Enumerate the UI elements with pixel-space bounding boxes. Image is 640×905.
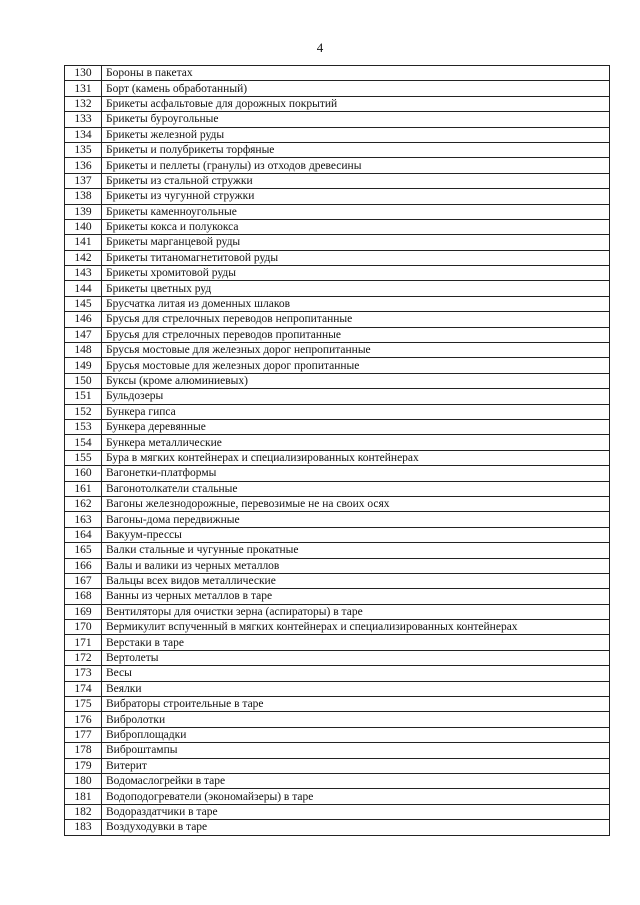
table-row xyxy=(65,681,610,696)
row-cargo-name: Водоподогреватели (экономайзеры) в таре xyxy=(102,789,610,804)
table-row xyxy=(65,666,610,681)
row-number: 177 xyxy=(65,727,102,742)
table-row xyxy=(65,620,610,635)
row-number: 182 xyxy=(65,804,102,819)
table-row xyxy=(65,250,610,265)
row-number: 137 xyxy=(65,173,102,188)
table-row xyxy=(65,435,610,450)
row-cargo-name: Валки стальные и чугунные прокатные xyxy=(102,543,610,558)
row-cargo-name: Брикеты кокса и полукокса xyxy=(102,219,610,234)
table-row xyxy=(65,81,610,96)
row-number: 151 xyxy=(65,389,102,404)
row-number: 145 xyxy=(65,296,102,311)
row-number: 133 xyxy=(65,112,102,127)
row-cargo-name: Вагонетки-платформы xyxy=(102,466,610,481)
row-number: 147 xyxy=(65,327,102,342)
row-number: 141 xyxy=(65,235,102,250)
table-row xyxy=(65,296,610,311)
row-cargo-name: Брусья мостовые для железных дорог пропитанные xyxy=(102,358,610,373)
row-number: 179 xyxy=(65,758,102,773)
row-number: 175 xyxy=(65,697,102,712)
table-row xyxy=(65,589,610,604)
row-cargo-name: Вибролотки xyxy=(102,712,610,727)
row-cargo-name: Брикеты марганцевой руды xyxy=(102,235,610,250)
row-cargo-name: Веялки xyxy=(102,681,610,696)
row-number: 181 xyxy=(65,789,102,804)
row-number: 171 xyxy=(65,635,102,650)
table-row xyxy=(65,496,610,511)
row-cargo-name: Верстаки в таре xyxy=(102,635,610,650)
table-row xyxy=(65,527,610,542)
row-cargo-name: Вагоны-дома передвижные xyxy=(102,512,610,527)
table-row xyxy=(65,712,610,727)
row-cargo-name: Брикеты и полубрикеты торфяные xyxy=(102,142,610,157)
row-cargo-name: Виброштампы xyxy=(102,743,610,758)
row-number: 176 xyxy=(65,712,102,727)
row-number: 136 xyxy=(65,158,102,173)
table-row xyxy=(65,173,610,188)
row-cargo-name: Валы и валики из черных металлов xyxy=(102,558,610,573)
row-cargo-name: Брикеты железной руды xyxy=(102,127,610,142)
row-cargo-name: Воздуходувки в таре xyxy=(102,820,610,835)
row-cargo-name: Брикеты каменноугольные xyxy=(102,204,610,219)
row-number: 168 xyxy=(65,589,102,604)
row-cargo-name: Брикеты и пеллеты (гранулы) из отходов древесины xyxy=(102,158,610,173)
row-number: 143 xyxy=(65,266,102,281)
table-row xyxy=(65,66,610,81)
row-cargo-name: Вагоны железнодорожные, перевозимые не на своих осях xyxy=(102,496,610,511)
row-number: 160 xyxy=(65,466,102,481)
table-row xyxy=(65,789,610,804)
row-number: 142 xyxy=(65,250,102,265)
row-number: 131 xyxy=(65,81,102,96)
table-row xyxy=(65,512,610,527)
row-number: 139 xyxy=(65,204,102,219)
row-cargo-name: Брикеты титаномагнетитовой руды xyxy=(102,250,610,265)
row-cargo-name: Буксы (кроме алюминиевых) xyxy=(102,373,610,388)
table-row xyxy=(65,358,610,373)
table-row xyxy=(65,266,610,281)
table-row xyxy=(65,158,610,173)
row-cargo-name: Витерит xyxy=(102,758,610,773)
row-number: 172 xyxy=(65,650,102,665)
row-cargo-name: Бункера деревянные xyxy=(102,419,610,434)
row-number: 183 xyxy=(65,820,102,835)
row-number: 180 xyxy=(65,773,102,788)
table-row xyxy=(65,189,610,204)
table-row xyxy=(65,450,610,465)
row-cargo-name: Брикеты цветных руд xyxy=(102,281,610,296)
row-cargo-name: Вальцы всех видов металлические xyxy=(102,573,610,588)
row-number: 169 xyxy=(65,604,102,619)
table-row xyxy=(65,650,610,665)
row-cargo-name: Водораздатчики в таре xyxy=(102,804,610,819)
row-number: 165 xyxy=(65,543,102,558)
row-number: 174 xyxy=(65,681,102,696)
table-row xyxy=(65,112,610,127)
row-number: 170 xyxy=(65,620,102,635)
row-number: 132 xyxy=(65,96,102,111)
row-cargo-name: Брикеты хромитовой руды xyxy=(102,266,610,281)
table-row xyxy=(65,604,610,619)
table-row xyxy=(65,481,610,496)
table-row xyxy=(65,558,610,573)
row-number: 173 xyxy=(65,666,102,681)
page-number: 4 xyxy=(316,40,324,55)
row-cargo-name: Виброплощадки xyxy=(102,727,610,742)
table-row xyxy=(65,404,610,419)
row-number: 149 xyxy=(65,358,102,373)
row-cargo-name: Водомаслогрейки в таре xyxy=(102,773,610,788)
row-cargo-name: Брикеты буроугольные xyxy=(102,112,610,127)
table-row xyxy=(65,235,610,250)
table-row xyxy=(65,219,610,234)
row-cargo-name: Бункера металлические xyxy=(102,435,610,450)
row-number: 140 xyxy=(65,219,102,234)
cargo-list-body xyxy=(65,66,610,836)
row-number: 164 xyxy=(65,527,102,542)
table-row xyxy=(65,343,610,358)
row-number: 152 xyxy=(65,404,102,419)
table-row xyxy=(65,204,610,219)
cargo-list-table xyxy=(64,65,610,836)
row-number: 163 xyxy=(65,512,102,527)
table-row xyxy=(65,142,610,157)
row-number: 148 xyxy=(65,343,102,358)
row-number: 178 xyxy=(65,743,102,758)
row-cargo-name: Вакуум-прессы xyxy=(102,527,610,542)
row-cargo-name: Вермикулит вспученный в мягких контейнерах и специализированных контейнерах xyxy=(102,620,610,635)
table-row xyxy=(65,697,610,712)
table-row xyxy=(65,419,610,434)
row-cargo-name: Брусья для стрелочных переводов непропитанные xyxy=(102,312,610,327)
row-cargo-name: Брикеты из чугунной стружки xyxy=(102,189,610,204)
row-cargo-name: Вибраторы строительные в таре xyxy=(102,697,610,712)
table-row xyxy=(65,281,610,296)
row-number: 167 xyxy=(65,573,102,588)
row-number: 135 xyxy=(65,142,102,157)
table-row xyxy=(65,389,610,404)
row-number: 155 xyxy=(65,450,102,465)
row-cargo-name: Бункера гипса xyxy=(102,404,610,419)
table-row xyxy=(65,373,610,388)
row-cargo-name: Борт (камень обработанный) xyxy=(102,81,610,96)
table-row xyxy=(65,820,610,835)
table-row xyxy=(65,466,610,481)
row-number: 154 xyxy=(65,435,102,450)
table-row xyxy=(65,635,610,650)
row-number: 146 xyxy=(65,312,102,327)
row-number: 162 xyxy=(65,496,102,511)
table-row xyxy=(65,543,610,558)
row-cargo-name: Вентиляторы для очистки зерна (аспираторы) в таре xyxy=(102,604,610,619)
table-row xyxy=(65,127,610,142)
row-number: 134 xyxy=(65,127,102,142)
row-cargo-name: Брусья мостовые для железных дорог непропитанные xyxy=(102,343,610,358)
row-cargo-name: Брусья для стрелочных переводов пропитанные xyxy=(102,327,610,342)
table-row xyxy=(65,573,610,588)
row-number: 161 xyxy=(65,481,102,496)
row-cargo-name: Бороны в пакетах xyxy=(102,66,610,81)
table-row xyxy=(65,312,610,327)
row-number: 138 xyxy=(65,189,102,204)
row-cargo-name: Весы xyxy=(102,666,610,681)
table-row xyxy=(65,727,610,742)
table-row xyxy=(65,743,610,758)
row-cargo-name: Ванны из черных металлов в таре xyxy=(102,589,610,604)
row-cargo-name: Вагонотолкатели стальные xyxy=(102,481,610,496)
row-cargo-name: Брикеты асфальтовые для дорожных покрытий xyxy=(102,96,610,111)
row-number: 130 xyxy=(65,66,102,81)
row-number: 153 xyxy=(65,419,102,434)
table-row xyxy=(65,804,610,819)
row-number: 150 xyxy=(65,373,102,388)
row-cargo-name: Бура в мягких контейнерах и специализированных контейнерах xyxy=(102,450,610,465)
row-cargo-name: Брикеты из стальной стружки xyxy=(102,173,610,188)
table-row xyxy=(65,327,610,342)
row-number: 144 xyxy=(65,281,102,296)
row-cargo-name: Вертолеты xyxy=(102,650,610,665)
row-number: 166 xyxy=(65,558,102,573)
table-row xyxy=(65,773,610,788)
row-cargo-name: Брусчатка литая из доменных шлаков xyxy=(102,296,610,311)
table-row xyxy=(65,758,610,773)
table-row xyxy=(65,96,610,111)
row-cargo-name: Бульдозеры xyxy=(102,389,610,404)
